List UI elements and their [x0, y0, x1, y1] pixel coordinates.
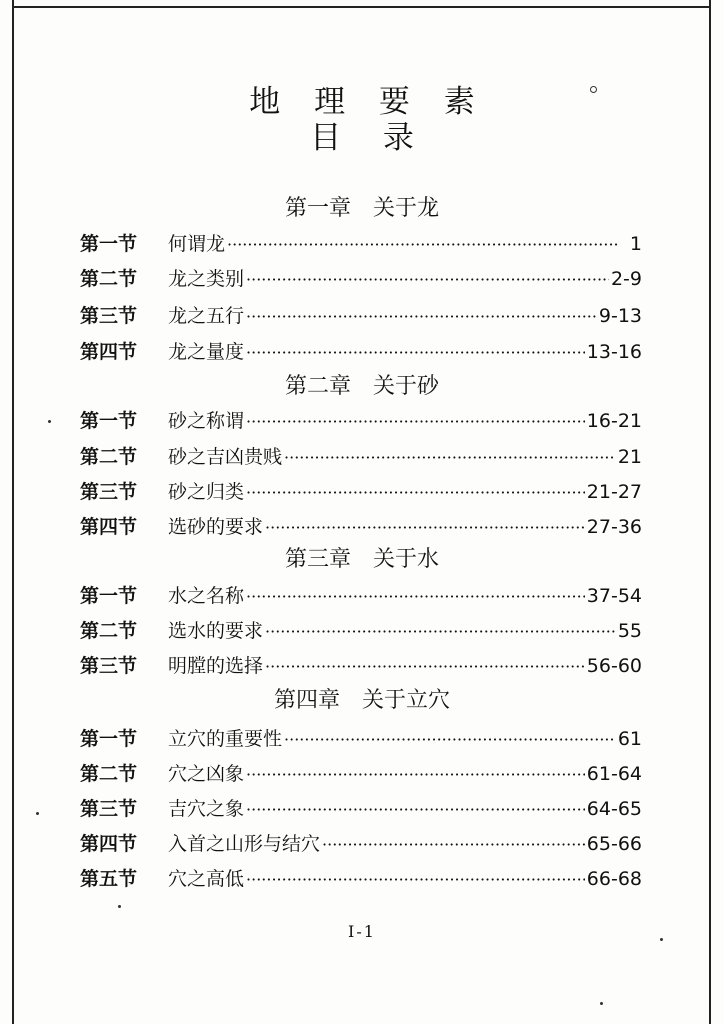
- chapter-heading-2: [0, 372, 724, 402]
- toc-entry[interactable]: [80, 759, 642, 789]
- section-title: 明膛的选择: [168, 655, 264, 677]
- page-range: 2-9: [610, 268, 642, 290]
- toc-heading: 目 录: [310, 120, 430, 156]
- chapter-title: 关于立穴: [362, 688, 451, 713]
- page-range: 66-68: [586, 868, 642, 890]
- toc-entry[interactable]: [80, 229, 642, 259]
- dot-leader: [246, 582, 585, 612]
- toc-entry[interactable]: [80, 724, 642, 754]
- dot-leader: [246, 407, 585, 437]
- scan-speck: [660, 938, 663, 941]
- section-number: 第四节: [80, 516, 138, 538]
- book-title: 地 理 要 素: [249, 84, 487, 120]
- dot-leader: [227, 230, 620, 260]
- toc-entry[interactable]: [80, 442, 642, 472]
- page-range: 61-64: [586, 763, 642, 785]
- section-title: 砂之称谓: [168, 410, 245, 432]
- dot-leader: [322, 830, 585, 860]
- dot-leader: [246, 478, 585, 508]
- section-title: 穴之凶象: [168, 763, 245, 785]
- toc-entry[interactable]: [80, 581, 642, 611]
- page-range: 55: [617, 620, 642, 642]
- section-number: 第二节: [80, 763, 138, 785]
- page-range: 37-54: [586, 585, 642, 607]
- section-number: 第一节: [80, 728, 138, 750]
- toc-entry[interactable]: [80, 864, 642, 894]
- page-range: 21-27: [586, 481, 642, 503]
- page-range: 27-36: [586, 516, 642, 538]
- dot-leader: [265, 617, 616, 647]
- section-title: 水之名称: [168, 585, 245, 607]
- dot-leader: [284, 725, 616, 755]
- dot-leader: [246, 338, 585, 368]
- section-number: 第五节: [80, 868, 138, 890]
- page-range: 21: [617, 446, 642, 468]
- dot-leader: [284, 443, 616, 473]
- section-number: 第二节: [80, 620, 138, 642]
- toc-entry[interactable]: [80, 301, 642, 331]
- section-number: 第二节: [80, 446, 138, 468]
- scan-speck: [118, 905, 121, 908]
- section-title: 入首之山形与结穴: [168, 833, 321, 855]
- toc-entry[interactable]: [80, 264, 642, 294]
- scan-speck: [590, 86, 597, 93]
- scan-speck: [36, 812, 39, 815]
- section-title: 龙之类别: [168, 268, 245, 290]
- section-title: 吉穴之象: [168, 798, 245, 820]
- dot-leader: [265, 652, 585, 682]
- toc-entry[interactable]: [80, 512, 642, 542]
- chapter-heading-1: [0, 194, 724, 224]
- chapter-title: 关于龙: [373, 196, 440, 221]
- chapter-number: 第二章: [284, 374, 351, 399]
- page-border-top: [12, 6, 711, 8]
- chapter-title: 关于砂: [373, 374, 440, 399]
- page-range: 13-16: [586, 341, 642, 363]
- section-number: 第一节: [80, 410, 138, 432]
- toc-entry[interactable]: [80, 651, 642, 681]
- chapter-heading-4: [0, 686, 724, 716]
- dot-leader: [246, 865, 585, 895]
- section-number: 第三节: [80, 305, 138, 327]
- section-title: 龙之五行: [168, 305, 245, 327]
- section-number: 第三节: [80, 481, 138, 503]
- page-range: 9-13: [598, 305, 642, 327]
- section-number: 第四节: [80, 341, 138, 363]
- scan-speck: [600, 1002, 603, 1005]
- dot-leader: [246, 760, 585, 790]
- toc-entry[interactable]: [80, 616, 642, 646]
- page-range: 16-21: [586, 410, 642, 432]
- page-range: 64-65: [586, 798, 642, 820]
- dot-leader: [246, 795, 585, 825]
- section-title: 选水的要求: [168, 620, 264, 642]
- toc-entry[interactable]: [80, 794, 642, 824]
- section-number: 第四节: [80, 833, 138, 855]
- page-number-footer: I-1: [348, 922, 376, 941]
- chapter-number: 第一章: [284, 196, 351, 221]
- dot-leader: [246, 265, 609, 295]
- section-number: 第二节: [80, 268, 138, 290]
- page-range: 56-60: [586, 655, 642, 677]
- page-range: 65-66: [586, 833, 642, 855]
- section-title: 立穴的重要性: [168, 728, 283, 750]
- chapter-heading-3: [0, 545, 724, 575]
- section-number: 第三节: [80, 798, 138, 820]
- dot-leader: [265, 513, 585, 543]
- section-number: 第一节: [80, 585, 138, 607]
- toc-entry[interactable]: [80, 477, 642, 507]
- scan-speck: [48, 420, 51, 423]
- dot-leader: [246, 302, 597, 332]
- toc-entry[interactable]: [80, 406, 642, 436]
- chapter-number: 第三章: [284, 547, 351, 572]
- page-range: 61: [617, 728, 642, 750]
- section-title: 何谓龙: [168, 233, 226, 255]
- toc-entry[interactable]: [80, 829, 642, 859]
- section-title: 砂之吉凶贵贱: [168, 446, 283, 468]
- section-title: 穴之高低: [168, 868, 245, 890]
- toc-entry[interactable]: [80, 337, 642, 367]
- section-title: 选砂的要求: [168, 516, 264, 538]
- section-title: 龙之量度: [168, 341, 245, 363]
- chapter-title: 关于水: [373, 547, 440, 572]
- section-title: 砂之归类: [168, 481, 245, 503]
- page-range: 1: [629, 233, 642, 255]
- section-number: 第三节: [80, 655, 138, 677]
- section-number: 第一节: [80, 233, 138, 255]
- chapter-number: 第四章: [273, 688, 340, 713]
